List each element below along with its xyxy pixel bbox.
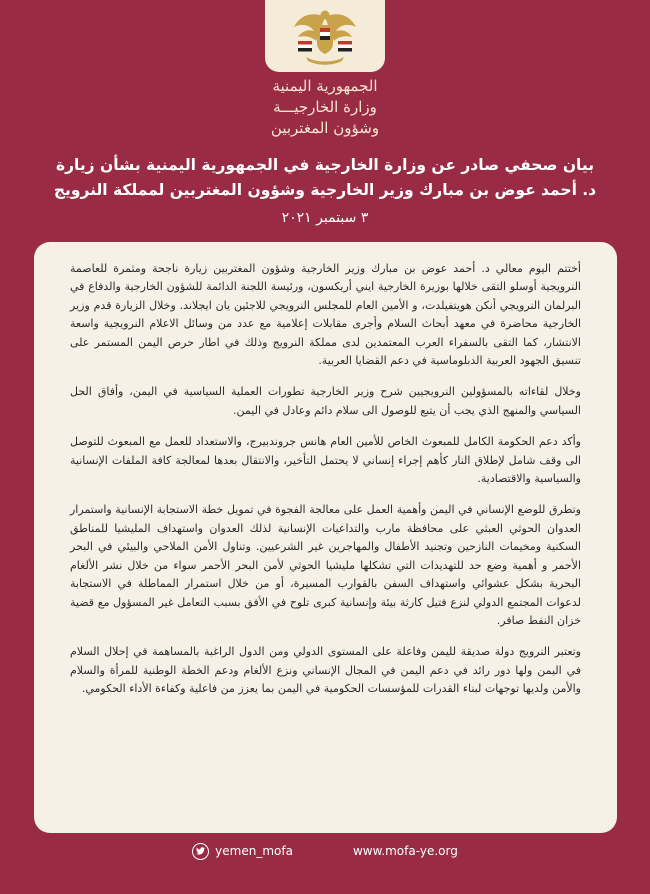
twitter-handle[interactable] <box>192 843 293 860</box>
statement-date: ٣ سبتمبر ٢٠٢١ <box>281 210 369 226</box>
twitter-icon <box>192 843 209 860</box>
statement-title <box>20 153 630 203</box>
emblem-container <box>265 0 385 72</box>
website-link[interactable]: www.mofa-ye.org <box>352 844 458 858</box>
ministry-line: وشؤون المغتربين <box>270 119 380 137</box>
ministry-line: وزارة الخارجيـــة <box>273 98 377 116</box>
twitter-handle-text: yemen_mofa <box>215 844 293 858</box>
body-paragraph: وخلال لقاءاته بالمسؤولين النرويجيين شرح وزير الخارجية تطورات العملية السياسية في اليمن، وأفاق الحل السياسي والمنهج الذي يجب أن يتبع للوصول الى سلام دائم وعادل في اليمن. <box>70 385 581 417</box>
statement-body <box>34 242 617 833</box>
footer <box>0 836 650 866</box>
title-line: د. أحمد عوض بن مبارك وزير الخارجية وشؤون المغتربين لمملكة النرويج <box>53 181 597 199</box>
ministry-line: الجمهورية اليمنية <box>272 77 378 95</box>
body-paragraph: وتطرق للوضع الإنساني في اليمن وأهمية العمل على معالجة الفجوة في تمويل خطة الاستجابة الإنسانية واستمرار العدوان الحوثي العبثي على محافظة مارب والتداعيات الإنسانية لذلك العدوان واستهداف المليشيا للمناطق السكنية ومخيمات النازحين وتجنيد الأطفال والمهاجرين غير الشرعيين. وتناول الأمن الملاحي والبيئي في البحر الأحمر و أهمية وضع حد للتهديدات التي تشكلها مليشيا الحوثي لأمن البحر الأحمر سواء من خلال نشر الألغام البحرية بشكل عشوائي واستهداف السفن بالقوارب المسيرة، أو من خلال استمرار المماطلة في الاستجابة لدعوات المجتمع الدولي لنزع فتيل كارثة بيئة وإنسانية كبرى تلوح في الأفق بسبب التعامل غير المسؤول مع قضية خزان النفط صافر. <box>70 503 581 627</box>
body-paragraph: وأكد دعم الحكومة الكامل للمبعوث الخاص للأمين العام هانس جروندبيرج، والاستعداد للعمل مع المبعوث للتوصل الى وقف شامل لإطلاق النار كأهم إجراء إنساني لا يحتمل التأخير، والانتقال بعدها لمعالجة كافة الملفات الإنسانية والسياسية والاقتصادية. <box>70 435 581 486</box>
title-line: بيان صحفي صادر عن وزارة الخارجية في الجمهورية اليمنية بشأن زيارة <box>55 156 595 174</box>
ministry-name <box>0 76 650 139</box>
body-paragraph: وتعتبر النرويج دولة صديقة لليمن وفاعلة على المستوى الدولي ومن الدول الراغبة بالمساهمة في إحلال السلام في اليمن ولها دور رائد في دعم اليمن في المجال الإنساني ونزع الألغام ودعم الخطة الوطنية للمرأة والسلام والأمن ولديها توجهات لبناء القدرات للمؤسسات الحكومية في اليمن بما يعزز من فاعلية وكفاءة الأداء الحكومي. <box>70 645 581 696</box>
yemen-emblem-icon <box>290 5 360 67</box>
body-paragraph: أختتم اليوم معالي د. أحمد عوض بن مبارك وزير الخارجية وشؤون المغتربين زيارة ناجحة ومثمرة للعاصمة النرويجية أوسلو التقى خلالها بوزيرة الخارجية ايني أريكسون، ورئيسة اللجنة الدائمة للشؤون الخارجية والدفاع في البرلمان النرويجي أنكن هويتفيلدت، و الأمين العام للمجلس النرويجي للاجئين يان ايجلاند. وخلال الزيارة قدم وزير الخارجية محاضرة في معهد أبحاث السلام وأجرى مقابلات إعلامية مع عدد من وسائل الاعلام النرويجية واسعة الانتشار، كما التقى بالسفراء العرب المعتمدين لدى مملكة النرويج وذلك في اطار حرص اليمن المستمر على تنسيق الجهود العربية الدبلوماسية في دعم القضايا العربية. <box>70 262 581 368</box>
